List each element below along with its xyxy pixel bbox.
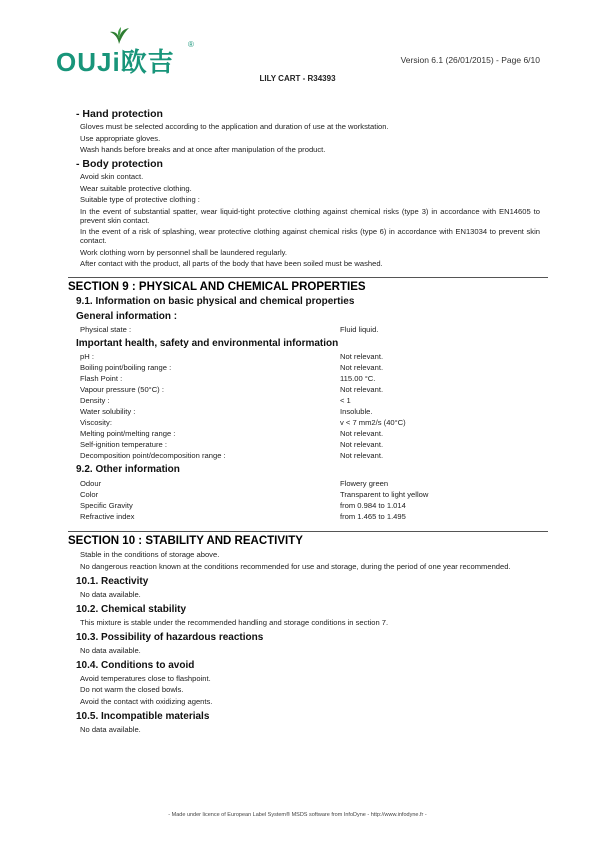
property-value: Not relevant.: [340, 385, 384, 394]
property-label: Self-ignition temperature :: [80, 440, 167, 449]
text-line: Use appropriate gloves.: [80, 133, 161, 143]
text-line: Wear suitable protective clothing.: [80, 183, 192, 193]
property-row: [80, 406, 540, 417]
section-9-title: SECTION 9 : PHYSICAL AND CHEMICAL PROPERTIES: [68, 277, 548, 293]
text-line: After contact with the product, all parts of the body that have been soiled must be washed.: [80, 259, 383, 268]
text-line: In the event of a risk of splashing, wear protective clothing against chemical risks (type 6) in accordance with EN13034 to prevent skin contact.: [80, 227, 540, 245]
property-row: [80, 500, 540, 511]
text-line: This mixture is stable under the recommended handling and storage conditions in section 7.: [80, 617, 389, 627]
important-info-rows: [68, 351, 540, 461]
property-row: [80, 384, 540, 395]
property-value: Not relevant.: [340, 363, 384, 372]
section-9-1-title: 9.1. Information on basic physical and chemical properties: [76, 296, 355, 307]
text-line: Avoid skin contact.: [80, 172, 144, 181]
property-row: [80, 373, 540, 384]
property-label: Density :: [80, 396, 110, 405]
property-label: Melting point/melting range :: [80, 429, 176, 438]
text-line: No data available.: [80, 589, 141, 599]
section-10-subsections: [68, 576, 540, 734]
property-value: Fluid liquid.: [340, 325, 379, 334]
property-label: Viscosity:: [80, 418, 112, 427]
text-line: Avoid temperatures close to flashpoint.: [80, 673, 211, 683]
property-value: from 0.984 to 1.014: [340, 501, 406, 510]
property-row: [80, 478, 540, 489]
property-row: [80, 362, 540, 373]
property-row: [80, 511, 540, 522]
text-line: Work clothing worn by personnel shall be laundered regularly.: [80, 247, 287, 257]
property-value: v < 7 mm2/s (40°C): [340, 418, 406, 427]
text-line: Gloves must be selected according to the application and duration of use at the workstation.: [80, 122, 389, 131]
important-info-title: Important health, safety and environmental information: [76, 338, 339, 349]
property-label: Refractive index: [80, 512, 135, 521]
text-line: Stable in the conditions of storage above.: [80, 550, 220, 559]
other-info-rows: [68, 478, 540, 522]
property-label: Specific Gravity: [80, 501, 133, 510]
property-label: Physical state :: [80, 325, 132, 334]
property-row: [80, 417, 540, 428]
section-10-intro: [68, 550, 540, 571]
property-label: Boiling point/boiling range :: [80, 363, 172, 372]
registered-mark: ®: [188, 40, 194, 49]
subsection-title: 10.1. Reactivity: [76, 575, 149, 587]
property-value: < 1: [340, 396, 351, 405]
brand-logo: [56, 26, 216, 77]
property-value: Not relevant.: [340, 451, 384, 460]
property-value: Not relevant.: [340, 440, 384, 449]
hand-protection-title: - Hand protection: [76, 108, 163, 120]
property-label: Odour: [80, 479, 102, 488]
property-value: Insoluble.: [340, 407, 373, 416]
subsection-title: 10.4. Conditions to avoid: [76, 659, 195, 671]
general-info-rows: [68, 324, 540, 335]
property-value: from 1.465 to 1.495: [340, 512, 406, 521]
text-line: Do not warm the closed bowls.: [80, 685, 184, 694]
document-title: LILY CART - R34393: [259, 74, 336, 83]
subsection-title: 10.2. Chemical stability: [76, 603, 187, 615]
general-info-title: General information :: [76, 311, 178, 322]
property-row: [80, 450, 540, 461]
body-protection-title: - Body protection: [76, 158, 163, 170]
property-value: Flowery green: [340, 479, 389, 488]
property-row: [80, 395, 540, 406]
property-value: Not relevant.: [340, 352, 384, 361]
property-row: [80, 324, 540, 335]
property-value: Not relevant.: [340, 429, 384, 438]
text-line: Wash hands before breaks and at once after manipulation of the product.: [80, 145, 326, 154]
footer: - Made under licence of European Label System® MSDS software from InfoDyne - http://www.infodyne.fr -: [168, 812, 427, 818]
hand-protection-lines: [68, 122, 540, 154]
property-label: Water solubility :: [80, 407, 136, 416]
content: [68, 108, 540, 736]
property-value: 115.00 °C.: [340, 374, 376, 383]
text-line: Suitable type of protective clothing :: [80, 195, 200, 204]
property-row: [80, 351, 540, 362]
property-label: Decomposition point/decomposition range :: [80, 451, 226, 460]
section-10-title: SECTION 10 : STABILITY AND REACTIVITY: [68, 531, 548, 547]
text-line: No dangerous reaction known at the conditions recommended for use and storage, during the period of one year recommended.: [80, 561, 511, 571]
text-line: No data available.: [80, 645, 141, 655]
property-label: Vapour pressure (50°C) :: [80, 385, 164, 394]
property-label: Color: [80, 490, 99, 499]
property-value: Transparent to light yellow: [340, 490, 429, 499]
text-line: Avoid the contact with oxidizing agents.: [80, 696, 213, 706]
text-line: In the event of substantial spatter, wear liquid-tight protective clothing against chemical risks (type 3) in accordance with EN14605 to prevent skin contact.: [80, 206, 540, 225]
property-row: [80, 428, 540, 439]
logo-text: OUJi欧吉: [56, 47, 175, 77]
property-label: Flash Point :: [80, 374, 123, 383]
property-row: [80, 439, 540, 450]
text-line: No data available.: [80, 724, 141, 734]
subsection-title: 10.5. Incompatible materials: [76, 710, 210, 722]
property-row: [80, 489, 540, 500]
section-9-2-title: 9.2. Other information: [76, 464, 180, 475]
subsection-title: 10.3. Possibility of hazardous reactions: [76, 631, 264, 643]
body-protection-lines: [68, 172, 540, 268]
version-info: Version 6.1 (26/01/2015) - Page 6/10: [400, 55, 540, 65]
property-label: pH :: [80, 352, 94, 361]
